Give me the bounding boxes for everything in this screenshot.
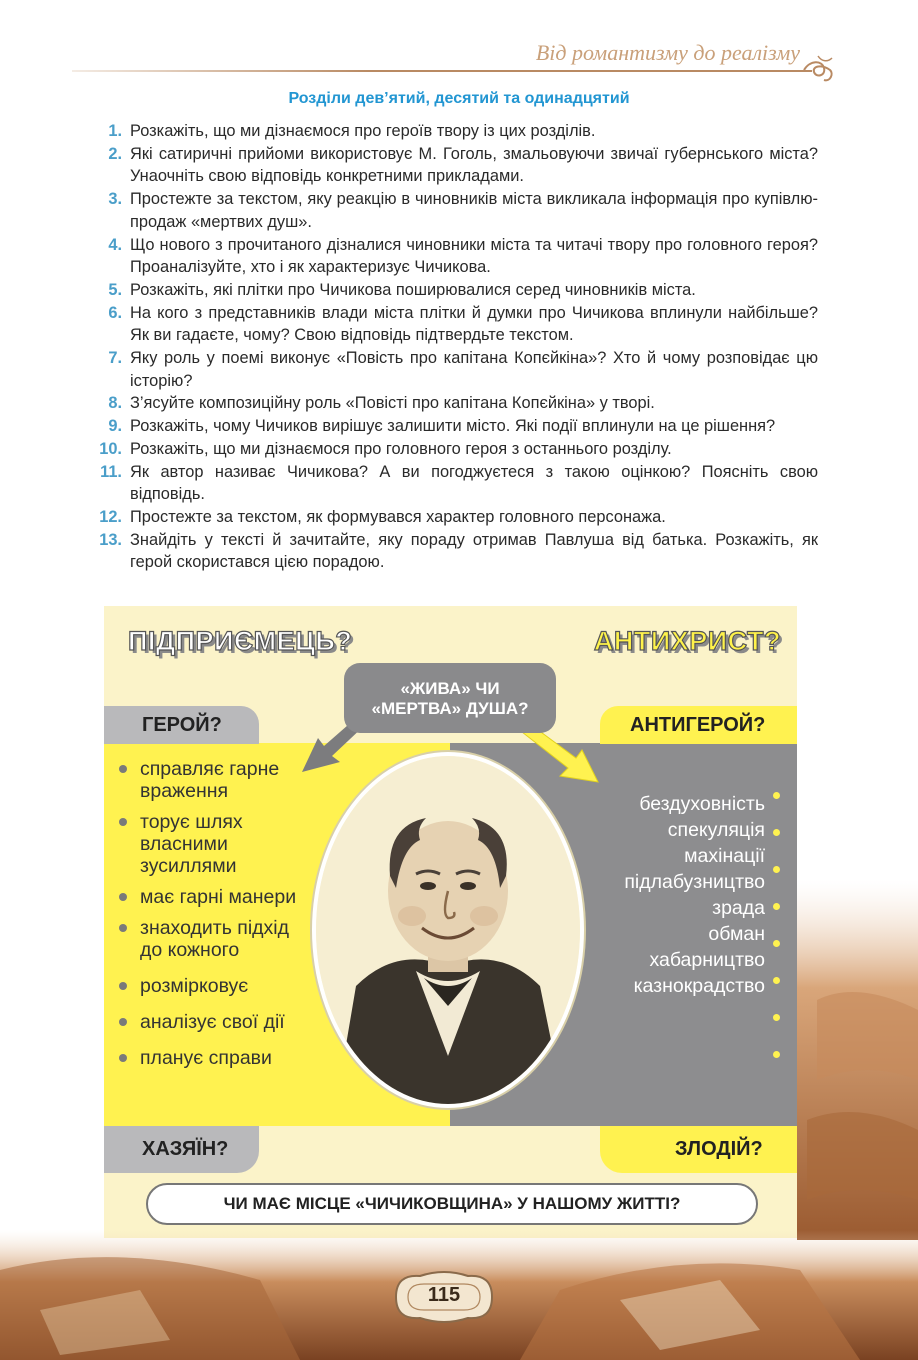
list-item [90, 415, 818, 438]
question-text: Знайдіть у тексті й зачитайте, яку пораду отримав Павлуша від батька. Розкажіть, як герой скористався цією порадою. [130, 530, 818, 572]
bullet-dot-icon [773, 792, 780, 799]
question-number: 12. [99, 507, 122, 526]
question-text: Розкажіть, чому Чичиков вирішує залишити місто. Які події вплинули на це рішення? [130, 417, 776, 436]
question-number: 8. [108, 394, 122, 413]
label-antichrist: АНТИХРИСТ? [593, 626, 781, 656]
header-rule [72, 70, 812, 72]
question-text: Яку роль у поемі виконує «Повість про капітана Копєйкіна»? Хто й чому розповідає цю історію? [130, 349, 818, 390]
list-item: планує справи [116, 1047, 316, 1069]
list-item [90, 347, 818, 392]
list-item: знаходить підхід до кожного [116, 917, 316, 961]
bullet-dot-icon [773, 977, 780, 984]
infographic [104, 606, 797, 1238]
bullet-dot-icon [773, 866, 780, 873]
list-item: обман [708, 923, 765, 945]
question-number: 6. [108, 303, 122, 322]
hero-traits-list [116, 758, 316, 1069]
bullet-dot-icon [773, 829, 780, 836]
bullet-dot-icon [773, 940, 780, 947]
running-title: Від романтизму до реалізму [535, 40, 800, 65]
list-item [90, 143, 818, 188]
list-item [90, 438, 818, 461]
list-item: бездуховність [639, 793, 765, 815]
antihero-traits-list [575, 791, 765, 999]
label-entrepreneur: ПІДПРИЄМЕЦЬ? [128, 626, 353, 656]
question-number: 11. [100, 462, 122, 481]
list-item [90, 302, 818, 347]
list-item: справляє гарне враження [116, 758, 316, 802]
question-number: 10. [99, 439, 122, 458]
list-item [90, 529, 818, 574]
thief-tab: ЗЛОДІЙ? [600, 1126, 797, 1173]
list-item [90, 392, 818, 415]
question-text: З’ясуйте композиційну роль «Повісті про капітана Копєйкіна» у творі. [130, 394, 655, 413]
question-number: 7. [108, 349, 122, 368]
list-item: махінації [684, 845, 765, 867]
question-text: Які сатиричні прийоми використовує М. Гоголь, змальовуючи звичаї губернського міста? Унаочніть свою відповідь конкретними прикладами. [130, 144, 818, 186]
bullet-dot-icon [773, 1014, 780, 1021]
list-item: розмірковує [116, 975, 316, 997]
list-item: хабарництво [649, 949, 765, 971]
list-item: торує шлях власними зусиллями [116, 811, 316, 877]
portrait-image [316, 756, 580, 1104]
question-text: Розкажіть, які плітки про Чичикова поширювалися серед чиновників міста. [130, 280, 696, 299]
question-number: 13. [99, 530, 122, 549]
page-number: 115 [427, 1284, 461, 1306]
question-text: Простежте за текстом, як формувався характер головного персонажа. [130, 507, 666, 526]
question-number: 3. [108, 190, 122, 209]
question-text: Розкажіть, що ми дізнаємося про головного героя з останнього розділу. [130, 439, 672, 458]
list-item [90, 279, 818, 302]
chichikov-portrait [312, 752, 584, 1108]
question-number: 5. [108, 280, 122, 299]
bullet-dots [773, 792, 781, 1088]
bubble-line-1: «ЖИВА» ЧИ [400, 679, 500, 698]
list-item [90, 461, 818, 506]
question-number: 4. [108, 235, 122, 254]
bubble-line-2: «МЕРТВА» ДУША? [371, 699, 529, 718]
list-item: підлабузництво [624, 871, 765, 893]
hero-tab: ГЕРОЙ? [104, 706, 259, 744]
list-item [90, 234, 818, 279]
list-item [90, 188, 818, 233]
list-item [90, 506, 818, 529]
question-text: Розкажіть, що ми дізнаємося про героїв твору із цих розділів. [130, 122, 596, 140]
question-text: Простежте за текстом, яку реакцію в чиновників міста викликала інформація про купівлю-продаж «мертвих душ». [130, 190, 818, 231]
list-item: має гарні манери [116, 886, 316, 908]
ornament-swirl-icon [800, 52, 836, 88]
question-list [90, 120, 818, 574]
list-item: аналізує свої дії [116, 1011, 316, 1033]
list-item [90, 120, 818, 143]
question-text: Як автор називає Чичикова? А ви погоджуєтеся з такою оцінкою? Поясніть свою відповідь. [130, 462, 818, 504]
section-title: Розділи дев’ятий, десятий та одинадцятий [288, 90, 630, 107]
question-text: На кого з представників влади міста плітки й думки про Чичикова вплинули найбільше? Як ви гадаєте, чому? Свою відповідь підтвердьте текстом. [130, 303, 818, 345]
speech-bubble [344, 663, 556, 733]
bottom-question: ЧИ МАЄ МІСЦЕ «ЧИЧИКОВЩИНА» У НАШОМУ ЖИТТІ? [146, 1183, 758, 1225]
question-number: 1. [108, 122, 122, 140]
bullet-dot-icon [773, 903, 780, 910]
list-item: казнокрадство [633, 975, 765, 997]
bullet-dot-icon [773, 1051, 780, 1058]
list-item: зрада [712, 897, 765, 919]
antihero-tab: АНТИГЕРОЙ? [600, 706, 797, 744]
question-number: 9. [108, 417, 122, 436]
host-tab: ХАЗЯЇН? [104, 1126, 259, 1173]
list-item: спекуляція [667, 819, 765, 841]
question-number: 2. [108, 144, 122, 163]
question-text: Що нового з прочитаного дізналися чиновники міста та читачі твору про головного героя? Проаналізуйте, хто і як характеризує Чичикова. [130, 235, 818, 277]
